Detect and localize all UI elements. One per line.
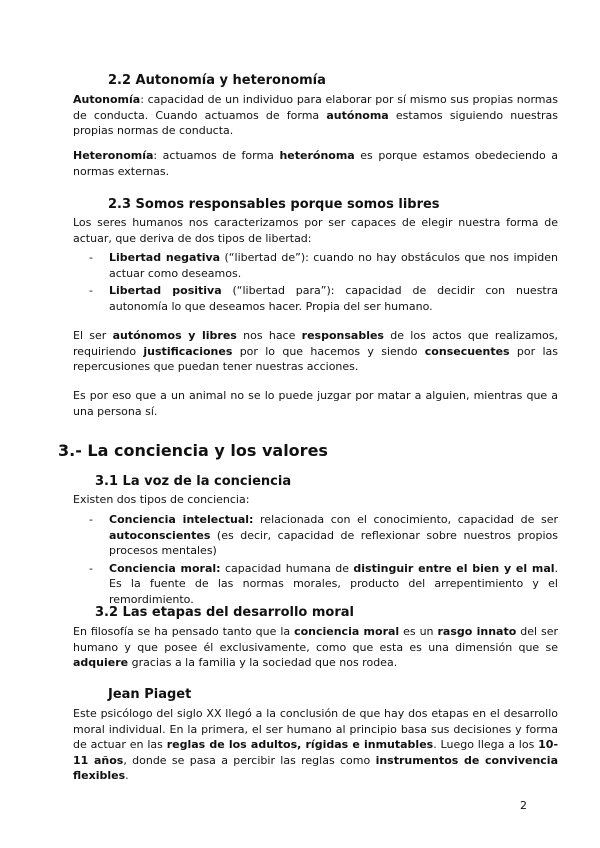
conciencia-intro-paragraph: [73, 492, 558, 508]
bold-text: conciencia moral: [294, 625, 400, 638]
bold-text: reglas de los adultos, rígidas e inmutables: [166, 738, 434, 751]
text-run: es porque estamos obedeciendo a normas externas.: [73, 149, 559, 178]
bold-text: rasgo innato: [437, 625, 517, 638]
bold-text: autoconscientes: [109, 528, 211, 542]
bold-text: instrumentos de convivencia flexibles: [73, 753, 559, 782]
text-run: : actuamos de forma: [153, 149, 280, 162]
text-run: por las repercusiones que puedan tener nuestras acciones.: [73, 344, 558, 373]
dash-bullet-icon: -: [89, 284, 93, 297]
bold-text: autónoma: [326, 108, 389, 122]
bold-text: Autonomía: [73, 93, 141, 106]
dash-bullet-icon: -: [89, 251, 93, 264]
list-item: [73, 512, 558, 559]
bold-text: Libertad positiva: [109, 284, 222, 297]
piaget-paragraph: [73, 706, 558, 784]
text-run: nos hace: [236, 329, 302, 342]
bold-text: adquiere: [73, 656, 129, 669]
page-number: 2: [520, 799, 527, 812]
bold-text: 10-11 años: [73, 738, 559, 767]
heteronomia-paragraph: [73, 148, 558, 179]
text-run: estamos siguiendo nuestras propias normas de conducta.: [73, 108, 558, 137]
jean-piaget-heading: Jean Piaget: [108, 687, 192, 702]
bold-text: Libertad negativa: [109, 251, 221, 264]
bold-text: responsables: [301, 329, 384, 342]
conciencia-list: [73, 512, 558, 609]
text-run: por lo que hacemos y siendo: [232, 344, 425, 358]
text-run: es un: [399, 625, 438, 638]
bold-text: Conciencia intelectual:: [109, 513, 254, 526]
text-run: (es decir, capacidad de reflexionar sobre nuestros propios procesos mentales): [109, 528, 558, 557]
bold-text: heterónoma: [279, 149, 355, 162]
text-run: (“libertad de”): cuando no hay obstáculos que nos impiden actuar como deseamos.: [109, 251, 558, 280]
section-3-heading: 3.- La conciencia y los valores: [58, 441, 328, 460]
text-run: Este psicólogo del siglo XX llegó a la conclusión de que hay dos etapas en el desarrollo moral individual. En la primera, el ser humano al principio basa sus decisiones y forma de actuar en las: [73, 707, 558, 751]
dash-bullet-icon: -: [89, 513, 93, 526]
text-run: Los seres humanos nos caracterizamos por ser capaces de elegir nuestra forma de actuar, que deriva de dos tipos de libertad:: [73, 216, 558, 245]
autonomia-paragraph: [73, 92, 558, 139]
section-3-2-heading: 3.2 Las etapas del desarrollo moral: [95, 605, 354, 620]
text-run: : capacidad de un individuo para elaborar por sí mismo sus propias normas de conducta. Cuando actuamos de forma: [73, 93, 558, 122]
dash-bullet-icon: -: [89, 561, 93, 575]
animal-paragraph: [73, 388, 558, 419]
text-run: . Es la fuente de las normas morales, producto del arrepentimiento y el remordimiento.: [109, 561, 559, 606]
text-run: . Luego llega a los: [433, 738, 539, 751]
text-run: del ser humano y que posee él exclusivamente, como que esta es una dimensión que se: [73, 625, 558, 654]
text-run: gracias a la familia y la sociedad que nos rodea.: [128, 656, 398, 669]
section-3-1-heading: 3.1 La voz de la conciencia: [95, 474, 292, 489]
section-2-2-heading: 2.2 Autonomía y heteronomía: [108, 73, 326, 88]
libertad-intro-paragraph: [73, 215, 558, 246]
text-run: .: [125, 769, 129, 782]
text-run: capacidad humana de: [220, 561, 354, 575]
text-run: relacionada con el conocimiento, capacidad de ser: [253, 513, 558, 526]
bold-text: distinguir entre el bien y el mal: [353, 561, 555, 575]
bold-text: justificaciones: [143, 344, 233, 358]
desarrollo-moral-paragraph: [73, 624, 558, 671]
bold-text: consecuentes: [424, 344, 510, 358]
text-run: Es por eso que a un animal no se lo puede juzgar por matar a alguien, mientras que a una persona sí.: [73, 389, 558, 418]
text-run: Existen dos tipos de conciencia:: [73, 493, 250, 506]
bold-text: Heteronomía: [73, 149, 154, 162]
list-item: [73, 561, 558, 608]
bold-text: Conciencia moral:: [109, 561, 221, 575]
list-item: [73, 250, 558, 281]
text-run: (“libertad para”): capacidad de decidir con nuestra autonomía lo que deseamos hacer. Propia del ser humano.: [109, 284, 558, 313]
text-run: , donde se pasa a percibir las reglas como: [123, 753, 376, 767]
text-run: El ser: [73, 329, 113, 342]
responsables-paragraph: [73, 328, 558, 375]
libertad-list: [73, 250, 558, 316]
section-2-3-heading: 2.3 Somos responsables porque somos libres: [108, 197, 440, 212]
bold-text: autónomos y libres: [112, 329, 237, 342]
list-item: [73, 283, 558, 314]
text-run: En filosofía se ha pensado tanto que la: [73, 625, 295, 638]
text-run: de los actos que realizamos, requiriendo: [73, 329, 559, 358]
